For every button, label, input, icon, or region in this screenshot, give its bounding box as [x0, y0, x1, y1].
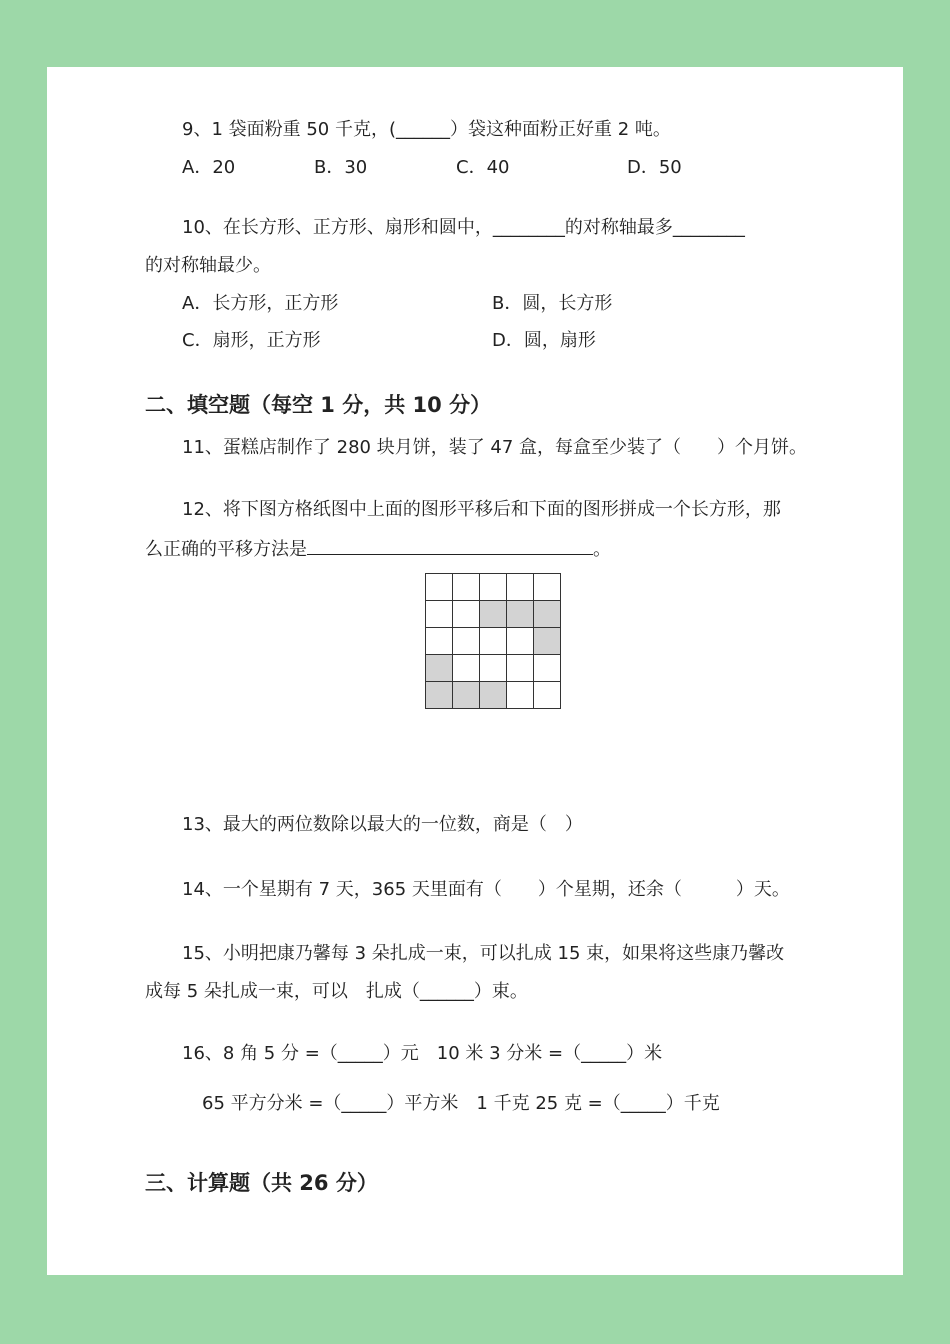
grid-paper-figure [425, 573, 561, 709]
question-15-line1: 15、小明把康乃馨每 3 朵扎成一束，可以扎成 15 束，如果将这些康乃馨改 [182, 943, 785, 964]
question-11: 11、蛋糕店制作了 280 块月饼，装了 47 盒，每盒至少装了（ ）个月饼。 [182, 437, 808, 458]
question-14: 14、一个星期有 7 天，365 天里面有（ ）个星期，还余（ ）天。 [182, 879, 790, 900]
grid-cell [534, 574, 561, 601]
answer-blank [307, 536, 593, 555]
question-10-line1: 10、在长方形、正方形、扇形和圆中，________的对称轴最多________ [182, 217, 745, 238]
grid-cell [480, 574, 507, 601]
question-10-line2: 的对称轴最少。 [145, 255, 271, 276]
section-2-heading: 二、填空题（每空 1 分，共 10 分） [145, 393, 492, 417]
question-15-line2: 成每 5 朵扎成一束，可以 扎成（______）束。 [145, 981, 528, 1002]
grid-cell [534, 655, 561, 682]
q9-option-a: A．20 [182, 157, 236, 178]
grid-row [426, 682, 561, 709]
grid-cell [453, 628, 480, 655]
q10-option-a: A．长方形，正方形 [182, 293, 339, 314]
grid-cell-shaded [534, 628, 561, 655]
q9-option-b: B．30 [314, 157, 368, 178]
grid-row [426, 574, 561, 601]
q10-option-d: D．圆，扇形 [492, 330, 596, 351]
question-13: 13、最大的两位数除以最大的一位数，商是（ ） [182, 814, 583, 835]
q10-option-c: C．扇形，正方形 [182, 330, 321, 351]
grid-row [426, 601, 561, 628]
grid-cell-shaded [507, 601, 534, 628]
q9-option-d: D．50 [627, 157, 682, 178]
grid-cell [426, 574, 453, 601]
question-9: 9、1 袋面粉重 50 千克，(______）袋这种面粉正好重 2 吨。 [182, 119, 671, 140]
grid-cell [426, 628, 453, 655]
grid-cell-shaded [480, 682, 507, 709]
grid-cell [480, 655, 507, 682]
grid-cell [426, 601, 453, 628]
section-3-heading: 三、计算题（共 26 分） [145, 1171, 378, 1195]
grid-row [426, 655, 561, 682]
question-16-line1: 16、8 角 5 分 =（_____）元 10 米 3 分米 =（_____）米 [182, 1043, 663, 1064]
grid-cell-shaded [480, 601, 507, 628]
question-12-line2 [145, 536, 611, 562]
q10-option-b: B．圆，长方形 [492, 293, 613, 314]
grid-cell [453, 574, 480, 601]
grid-cell [480, 628, 507, 655]
question-12-line1: 12、将下图方格纸图中上面的图形平移后和下面的图形拼成一个长方形，那 [182, 499, 781, 520]
grid-cell-shaded [426, 682, 453, 709]
grid-row [426, 628, 561, 655]
grid-cell [507, 655, 534, 682]
grid-cell-shaded [534, 601, 561, 628]
grid-cell [453, 655, 480, 682]
grid-cell [507, 574, 534, 601]
q12-suffix: 。 [593, 539, 611, 560]
grid-cell [453, 601, 480, 628]
grid-cell [534, 682, 561, 709]
grid-cell-shaded [453, 682, 480, 709]
grid-cell-shaded [426, 655, 453, 682]
q12-prefix: 么正确的平移方法是 [145, 539, 307, 560]
q9-option-c: C．40 [456, 157, 510, 178]
grid-cell [507, 682, 534, 709]
question-16-line2: 65 平方分米 =（_____）平方米 1 千克 25 克 =（_____）千克 [202, 1093, 720, 1114]
grid-cell [507, 628, 534, 655]
